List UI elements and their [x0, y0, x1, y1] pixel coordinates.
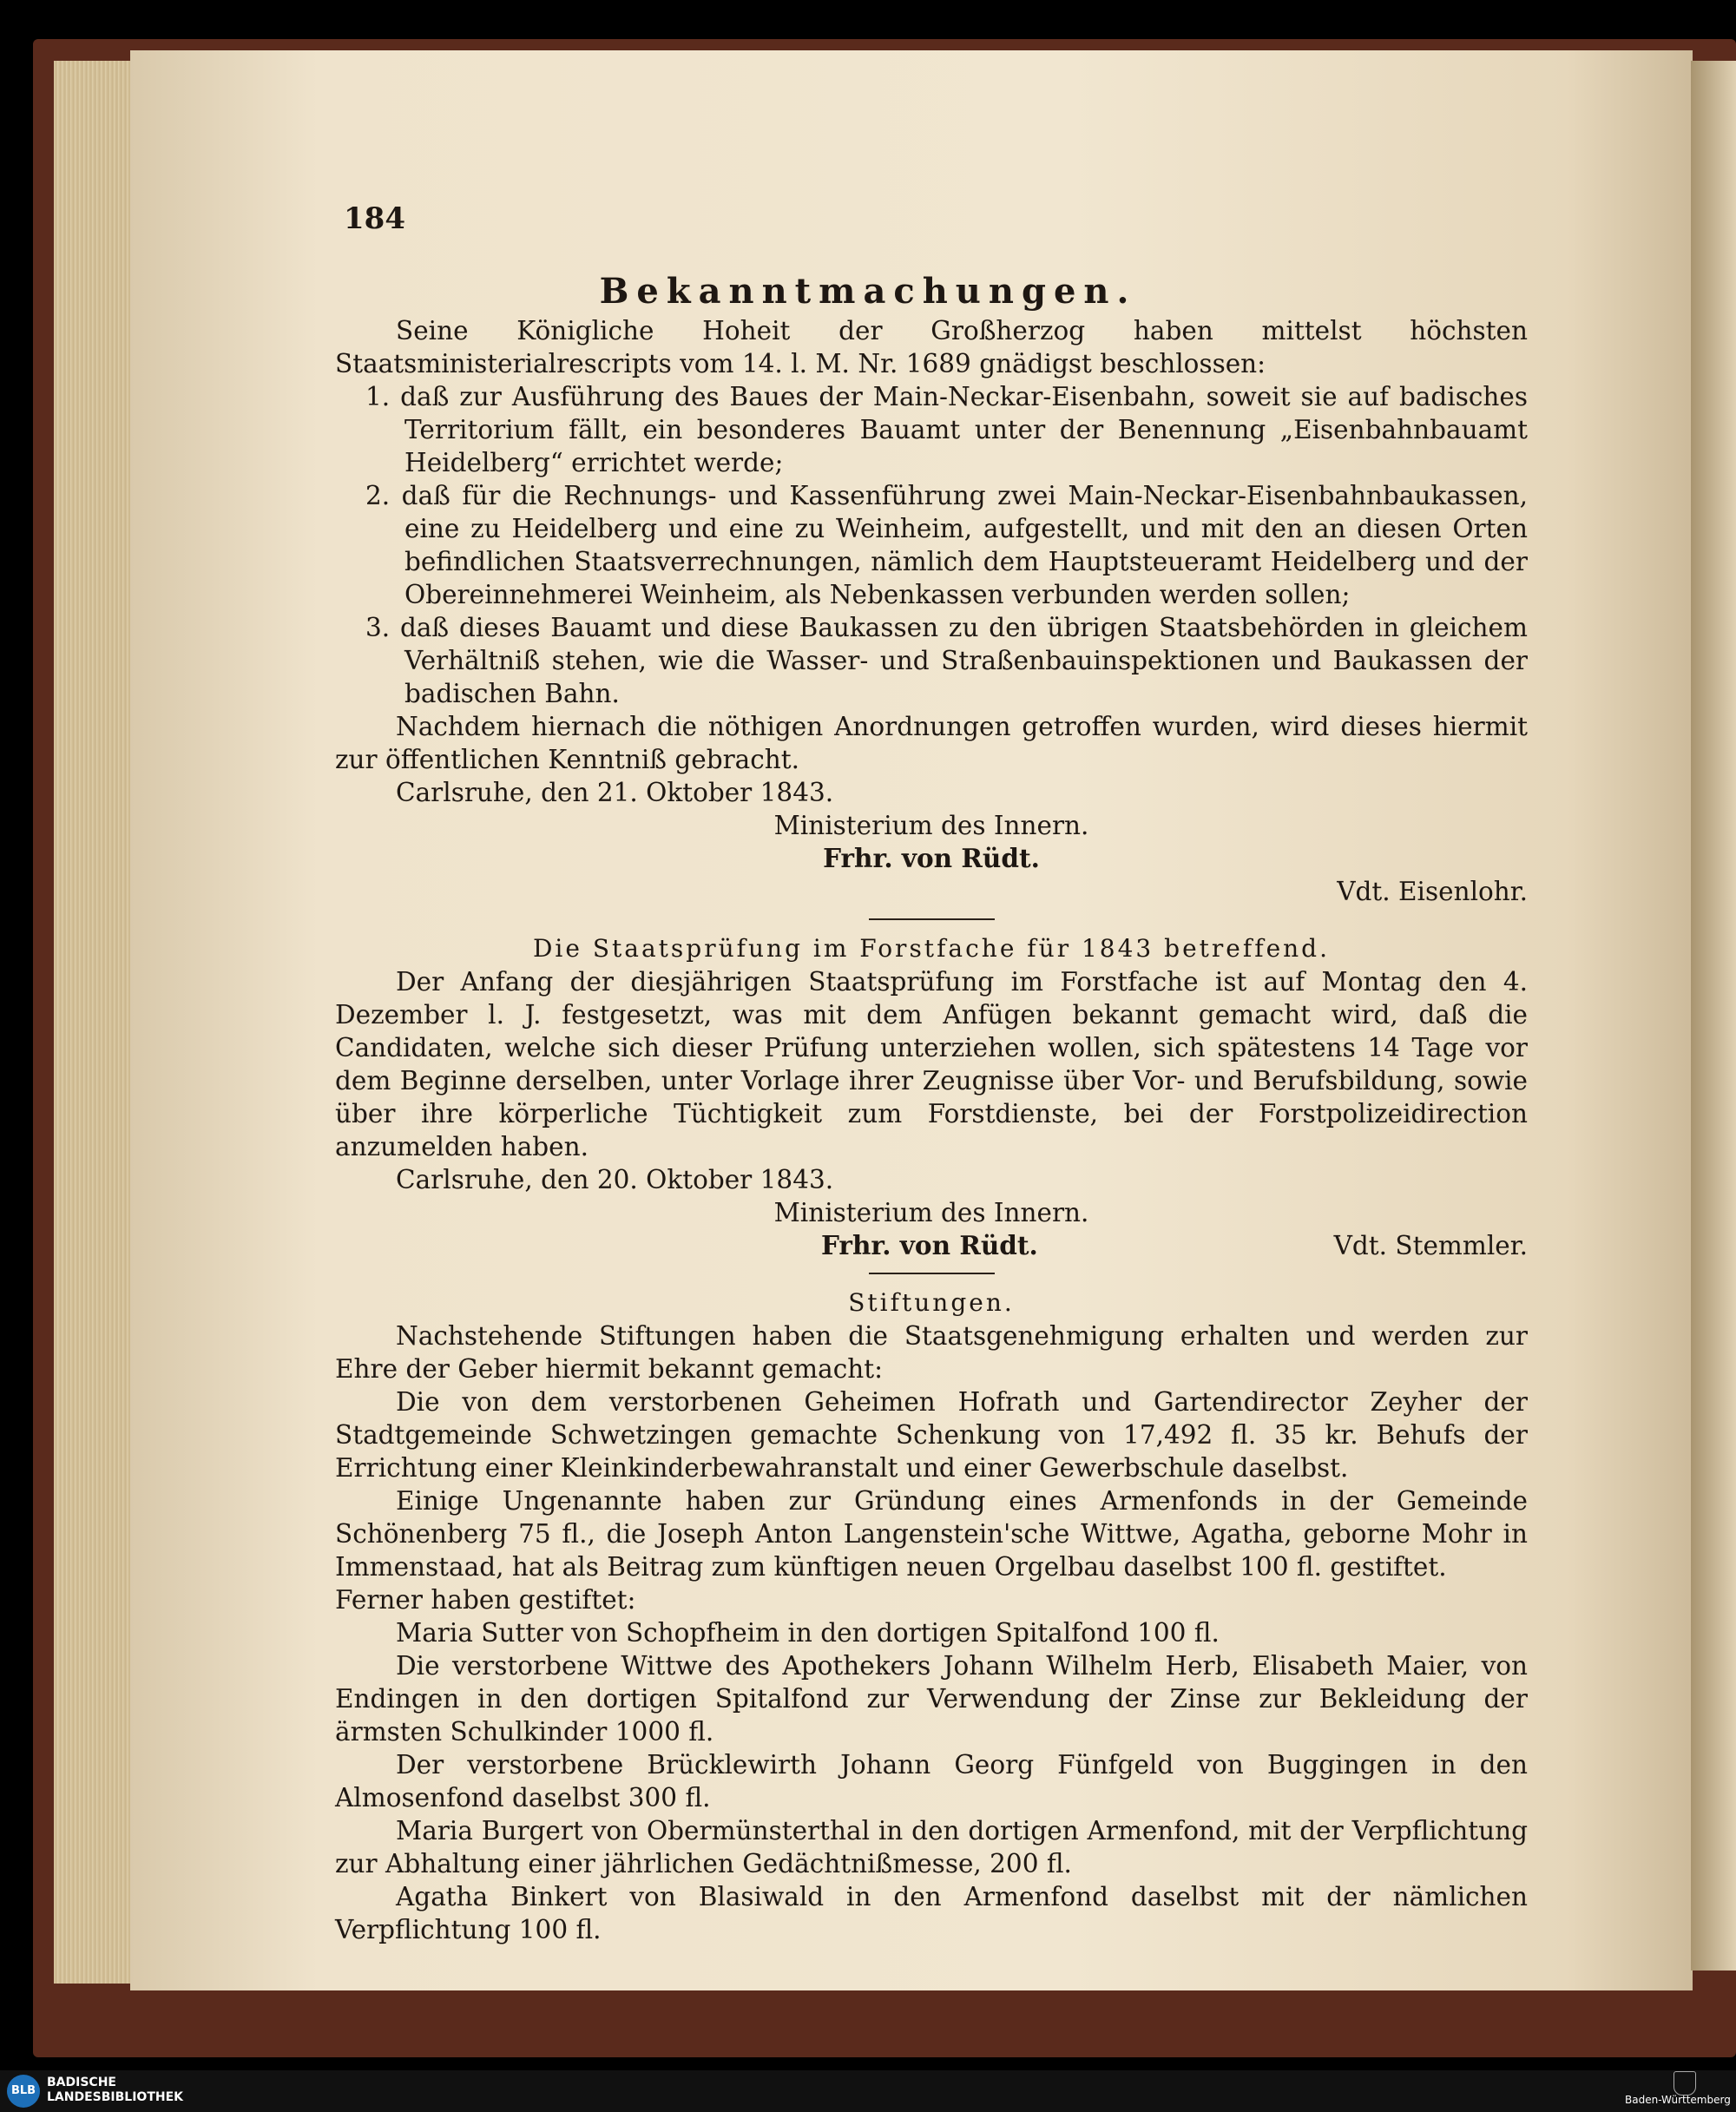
- stiftung-paragraph: Ferner haben gestiftet:: [335, 1585, 636, 1615]
- intro-paragraph: Seine Königliche Hoheit der Großherzog haben mittelst höchsten Staatsministerialrescripts vom 14. l. M. Nr. 1689 gnädigst beschlossen:: [335, 316, 1528, 378]
- ministry-name: Ministerium des Innern.: [773, 1198, 1089, 1227]
- stiftung-paragraph: Agatha Binkert von Blasiwald in den Armenfond daselbst mit der nämlichen Verpflichtung 100 fl.: [335, 1882, 1528, 1944]
- state-label: Baden-Württemberg: [1625, 2094, 1731, 2106]
- page-stack-edge: [54, 61, 137, 1984]
- section-announcement: [335, 314, 1528, 1946]
- signatory: Frhr. von Rüdt.: [823, 843, 1040, 873]
- vdt-note: Vdt. Eisenlohr.: [1337, 877, 1528, 906]
- closing-paragraph: Nachdem hiernach die nöthigen Anordnungen getroffen wurden, wird dieses hiermit zur öffentlichen Kenntniß gebracht.: [335, 712, 1528, 774]
- vdt-note: Vdt. Stemmler.: [1333, 1231, 1528, 1260]
- section-divider: [869, 1273, 995, 1274]
- section-divider: [869, 918, 995, 920]
- place-date: Carlsruhe, den 21. Oktober 1843.: [396, 778, 834, 807]
- section-title-stiftungen: Stiftungen.: [848, 1288, 1015, 1317]
- forstpruefung-paragraph: Der Anfang der diesjährigen Staatsprüfung im Forstfache ist auf Montag den 4. Dezember l. J. festgesetzt, was mit dem Anfügen bekannt gemacht wird, daß die Candidaten, welche sich dieser Prüfung unterziehen wollen, sich spätestens 14 Tage vor dem Beginne derselben, unter Vorlage ihrer Zeugnisse über Vor- und Berufsbildung, sowie über ihre körperliche Tüchtigkeit zum Forstdienste, bei der Forstpolizeidirection anzumelden haben.: [335, 967, 1528, 1161]
- library-name-line: BADISCHE: [47, 2076, 116, 2089]
- ministry-name: Ministerium des Innern.: [773, 811, 1089, 840]
- list-item: 1. daß zur Ausführung des Baues der Main-Neckar-Eisenbahn, soweit sie auf badisches Territorium fällt, ein besonderes Bauamt unter der Benennung „Eisenbahnbauamt Heidelberg“ errichtet werde;: [365, 382, 1528, 477]
- signature-line: [335, 1229, 1528, 1262]
- stiftung-paragraph: Nachstehende Stiftungen haben die Staatsgenehmigung erhalten und werden zur Ehre der Geber hiermit bekannt gemacht:: [335, 1321, 1528, 1384]
- signatory: Frhr. von Rüdt.: [821, 1230, 1038, 1260]
- stiftung-paragraph: Einige Ungenannte haben zur Gründung eines Armenfonds in der Gemeinde Schönenberg 75 fl., die Joseph Anton Langenstein'sche Wittwe, Agatha, geborne Mohr in Immenstaad, hat als Beitrag zum künftigen neuen Orgelbau daselbst 100 fl. gestiftet.: [335, 1486, 1528, 1582]
- stiftung-paragraph: Maria Sutter von Schopfheim in den dortigen Spitalfond 100 fl.: [396, 1618, 1220, 1648]
- stiftung-paragraph: Maria Burgert von Obermünsterthal in den dortigen Armenfond, mit der Verpflichtung zur Abhaltung einer jährlichen Gedächtnißmesse, 200 fl.: [335, 1816, 1528, 1878]
- next-page-edge: [1691, 61, 1736, 1971]
- coat-of-arms-icon: [1674, 2071, 1696, 2096]
- list-item: 3. daß dieses Bauamt und diese Baukassen zu den übrigen Staatsbehörden in gleichem Verhältniß stehen, wie die Wasser- und Straßenbauinspektionen und Baukassen der badischen Bahn.: [365, 613, 1528, 708]
- page-number: 184: [344, 201, 405, 236]
- place-date: Carlsruhe, den 20. Oktober 1843.: [396, 1165, 834, 1194]
- list-item: 2. daß für die Rechnungs- und Kassenführung zwei Main-Neckar-Eisenbahnbaukassen, eine zu Heidelberg und eine zu Weinheim, aufgestellt, und mit den an diesen Orten befindlichen Staatsverrechnungen, nämlich dem Hauptsteueramt Heidelberg und der Obereinnehmerei Weinheim, als Nebenkassen verbunden werden sollen;: [365, 481, 1528, 609]
- stiftung-paragraph: Der verstorbene Brücklewirth Johann Georg Fünfgeld von Buggingen in den Almosenfond daselbst 300 fl.: [335, 1750, 1528, 1813]
- blb-logo-icon: BLB: [7, 2075, 40, 2108]
- page-title: Bekanntmachungen.: [599, 271, 1137, 312]
- footer-bar: [0, 2070, 1736, 2112]
- section-title-forstpruefung: Die Staatsprüfung im Forstfache für 1843 betreffend.: [532, 934, 1330, 963]
- stiftung-paragraph: Die von dem verstorbenen Geheimen Hofrath und Gartendirector Zeyher der Stadtgemeinde Schwetzingen gemachte Schenkung von 17,492 fl. 35 kr. Behufs der Errichtung einer Kleinkinderbewahranstalt und einer Gewerbschule daselbst.: [335, 1387, 1528, 1483]
- library-name-line: LANDESBIBLIOTHEK: [47, 2090, 184, 2104]
- library-name: [47, 2076, 183, 2105]
- stiftung-paragraph: Die verstorbene Wittwe des Apothekers Johann Wilhelm Herb, Elisabeth Maier, von Endingen in den dortigen Spitalfond zur Verwendung der Zinse zur Bekleidung der ärmsten Schulkinder 1000 fl.: [335, 1651, 1528, 1747]
